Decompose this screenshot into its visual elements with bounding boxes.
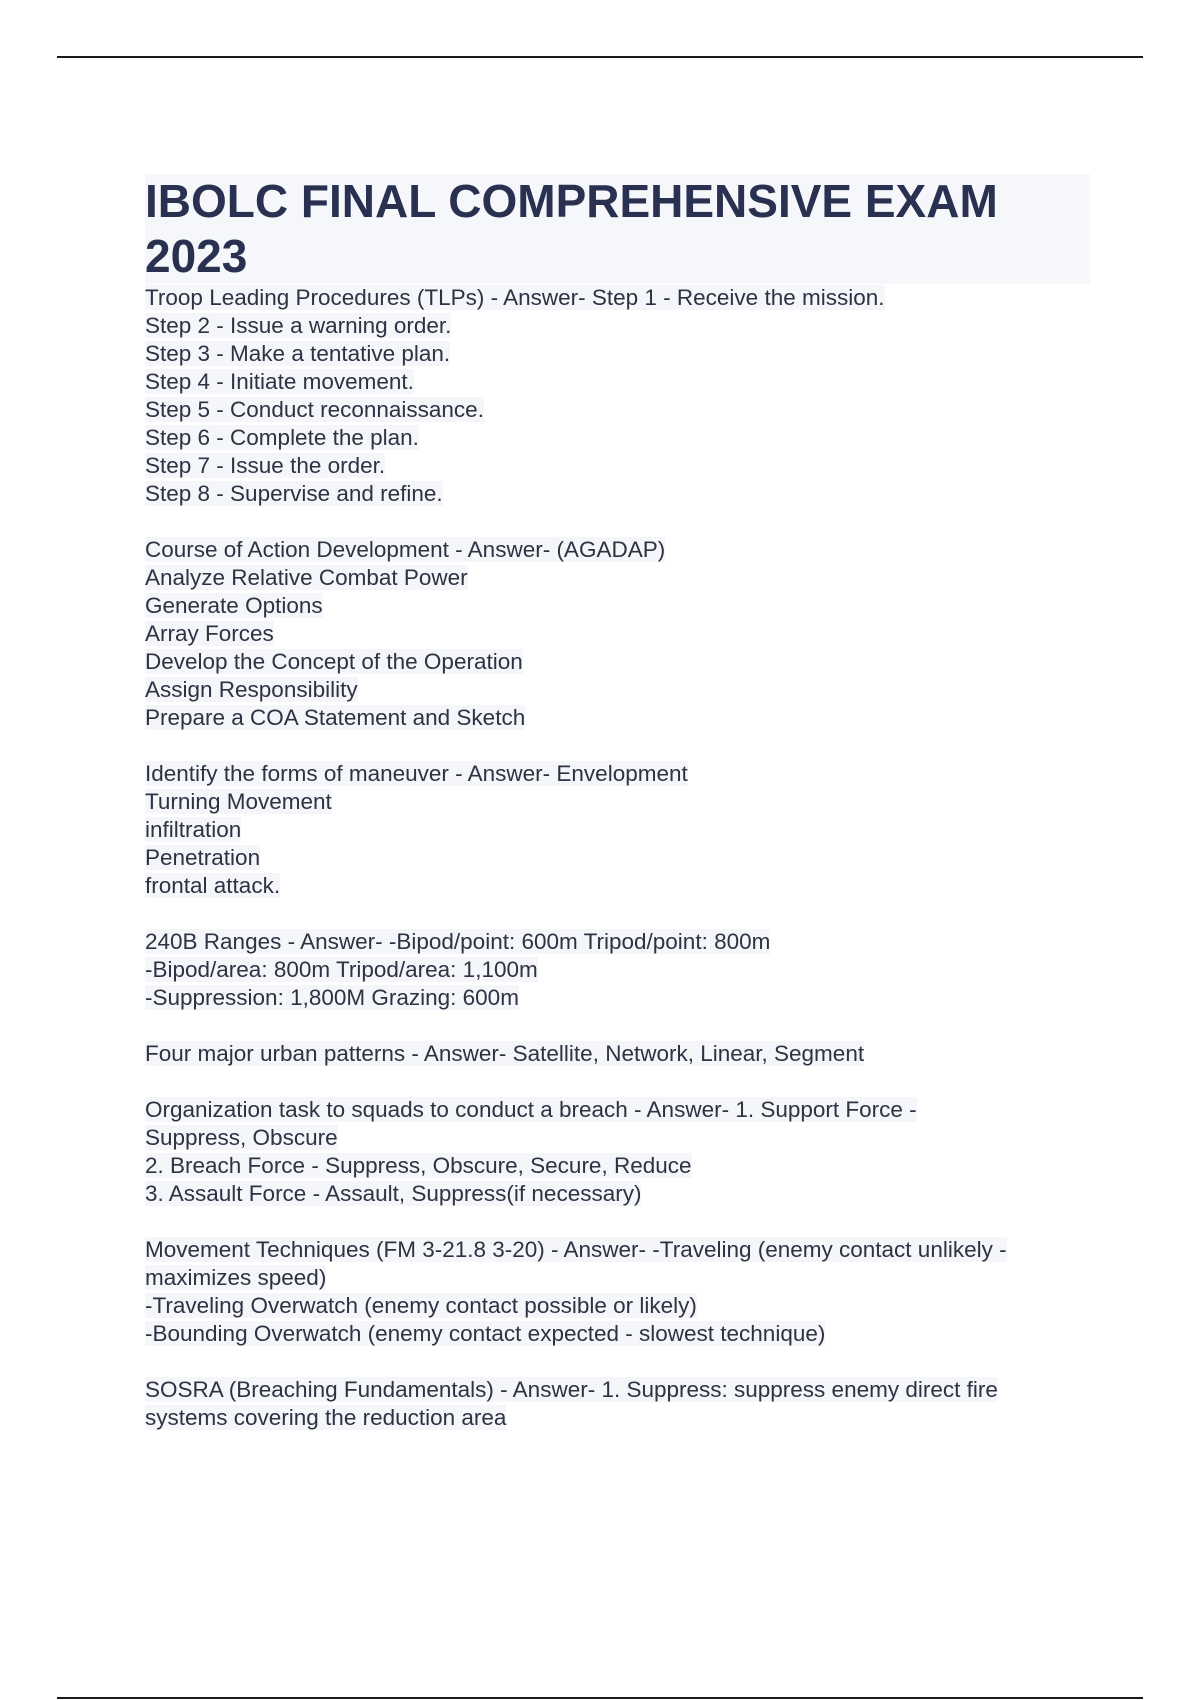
answer-line (145, 424, 1090, 452)
answer-line (145, 788, 1090, 816)
line-text: Step 3 - Make a tentative plan. (145, 341, 451, 366)
line-text: Turning Movement (145, 789, 332, 814)
answer-line (145, 480, 1090, 508)
answer-line (145, 1124, 1090, 1152)
answer-line (145, 844, 1090, 872)
answer-line (145, 312, 1090, 340)
title-line-1: IBOLC FINAL COMPREHENSIVE EXAM (145, 175, 998, 227)
line-text: Movement Techniques (FM 3-21.8 3-20) - Answer- -Traveling (enemy contact unlikely - (145, 1237, 1007, 1262)
answer-line (145, 984, 1090, 1012)
line-text: 2. Breach Force - Suppress, Obscure, Secure, Reduce (145, 1153, 692, 1178)
line-text: infiltration (145, 817, 242, 842)
line-text: Generate Options (145, 593, 323, 618)
question-line (145, 1376, 1090, 1404)
line-text: -Bounding Overwatch (enemy contact expected - slowest technique) (145, 1321, 826, 1346)
question-line (145, 1096, 1090, 1124)
answer-line (145, 396, 1090, 424)
answer-line (145, 648, 1090, 676)
answer-line (145, 676, 1090, 704)
document-body (145, 174, 1090, 1460)
top-rule (57, 56, 1143, 58)
line-text: Step 7 - Issue the order. (145, 453, 386, 478)
line-text: frontal attack. (145, 873, 281, 898)
line-text: Course of Action Development - Answer- (AGADAP) (145, 537, 666, 562)
line-text: Step 4 - Initiate movement. (145, 369, 414, 394)
line-text: systems covering the reduction area (145, 1405, 507, 1430)
qa-section (145, 760, 1090, 900)
answer-line (145, 1152, 1090, 1180)
answer-line (145, 1264, 1090, 1292)
line-text: Identify the forms of maneuver - Answer- Envelopment (145, 761, 688, 786)
line-text: Analyze Relative Combat Power (145, 565, 468, 590)
answer-line (145, 704, 1090, 732)
qa-section (145, 1376, 1090, 1432)
line-text: Penetration (145, 845, 261, 870)
answer-line (145, 1320, 1090, 1348)
line-text: -Bipod/area: 800m Tripod/area: 1,100m (145, 957, 538, 982)
answer-line (145, 592, 1090, 620)
line-text: Troop Leading Procedures (TLPs) - Answer- Step 1 - Receive the mission. (145, 285, 885, 310)
qa-section (145, 536, 1090, 732)
answer-line (145, 956, 1090, 984)
line-text: Organization task to squads to conduct a breach - Answer- 1. Support Force - (145, 1097, 917, 1122)
answer-line (145, 816, 1090, 844)
question-line (145, 1236, 1090, 1264)
answer-line (145, 368, 1090, 396)
qa-sections (145, 284, 1090, 1432)
title-line-2: 2023 (145, 230, 248, 282)
bottom-rule (57, 1697, 1143, 1699)
line-text: Array Forces (145, 621, 274, 646)
line-text: Step 2 - Issue a warning order. (145, 313, 452, 338)
line-text: Prepare a COA Statement and Sketch (145, 705, 526, 730)
line-text: Step 8 - Supervise and refine. (145, 481, 443, 506)
answer-line (145, 340, 1090, 368)
line-text: Four major urban patterns - Answer- Satellite, Network, Linear, Segment (145, 1041, 865, 1066)
line-text: Step 6 - Complete the plan. (145, 425, 419, 450)
answer-line (145, 564, 1090, 592)
line-text: Assign Responsibility (145, 677, 358, 702)
question-line (145, 1040, 1090, 1068)
qa-section (145, 1236, 1090, 1348)
question-line (145, 928, 1090, 956)
line-text: maximizes speed) (145, 1265, 327, 1290)
question-line (145, 760, 1090, 788)
qa-section (145, 1040, 1090, 1068)
answer-line (145, 620, 1090, 648)
question-line (145, 284, 1090, 312)
answer-line (145, 872, 1090, 900)
question-line (145, 536, 1090, 564)
answer-line (145, 1180, 1090, 1208)
line-text: Develop the Concept of the Operation (145, 649, 523, 674)
line-text: -Suppression: 1,800M Grazing: 600m (145, 985, 519, 1010)
qa-section (145, 928, 1090, 1012)
line-text: 3. Assault Force - Assault, Suppress(if necessary) (145, 1181, 642, 1206)
qa-section (145, 1096, 1090, 1208)
line-text: 240B Ranges - Answer- -Bipod/point: 600m Tripod/point: 800m (145, 929, 771, 954)
answer-line (145, 1404, 1090, 1432)
answer-line (145, 452, 1090, 480)
line-text: Suppress, Obscure (145, 1125, 338, 1150)
document-title (145, 174, 1090, 284)
answer-line (145, 1292, 1090, 1320)
line-text: -Traveling Overwatch (enemy contact possible or likely) (145, 1293, 697, 1318)
qa-section (145, 284, 1090, 508)
line-text: SOSRA (Breaching Fundamentals) - Answer- 1. Suppress: suppress enemy direct fire (145, 1377, 998, 1402)
line-text: Step 5 - Conduct reconnaissance. (145, 397, 484, 422)
